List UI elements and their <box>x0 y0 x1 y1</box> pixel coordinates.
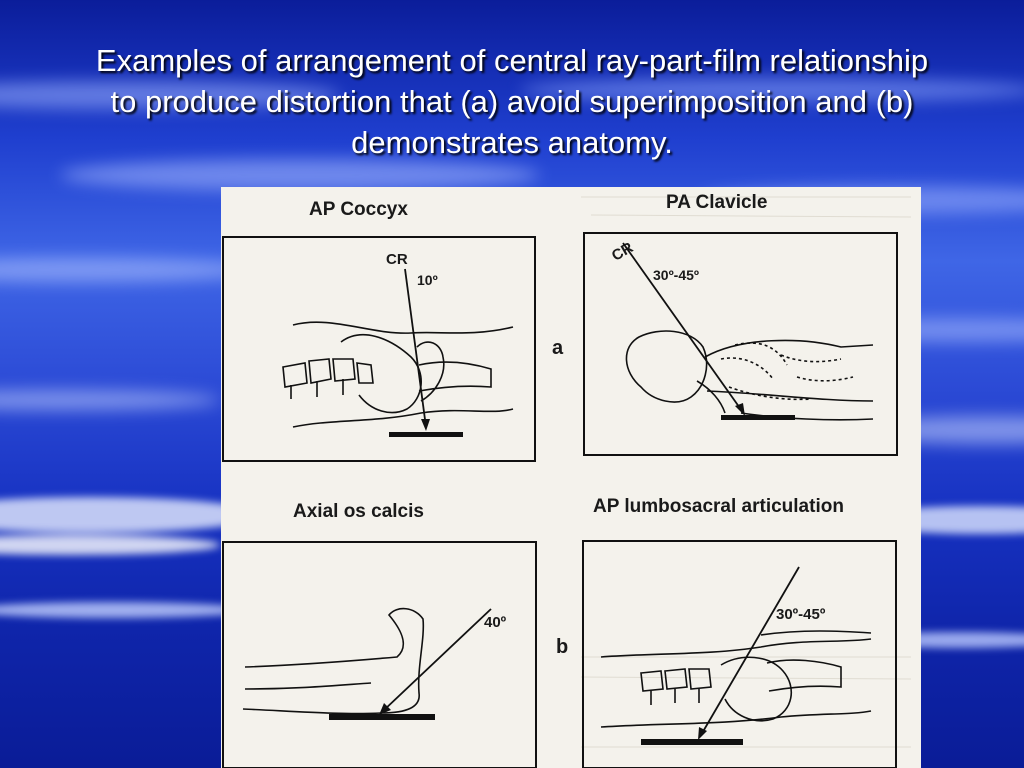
panel-frame <box>223 237 535 461</box>
angle-label: 40º <box>484 614 507 631</box>
panel-axial-os-calcis <box>223 501 536 768</box>
panel-frame <box>223 542 536 768</box>
slide-title <box>30 40 994 163</box>
central-ray-arrowhead <box>735 403 745 416</box>
panel-pa-clavicle <box>584 192 897 455</box>
film-bar <box>329 714 435 720</box>
angle-label: 10º <box>417 272 438 288</box>
panel-title-ap-coccyx: AP Coccyx <box>309 199 408 220</box>
row-b-marker: b <box>556 636 569 658</box>
film-bar <box>641 739 743 745</box>
film-bar <box>721 415 795 420</box>
slide-title-line-3: demonstrates anatomy. <box>351 125 673 160</box>
slide-title-line-2: to produce distortion that (a) avoid superimposition and (b) <box>110 84 914 119</box>
central-ray-label: CR <box>386 251 408 268</box>
central-ray-label: CR <box>608 239 637 265</box>
coccyx-illustration <box>283 322 513 427</box>
clavicle-illustration <box>626 331 873 420</box>
angle-label: 30º-45º <box>653 267 700 283</box>
central-ray-arrowhead <box>698 727 707 740</box>
radiography-positioning-figure <box>221 187 921 768</box>
central-ray-line <box>383 609 491 711</box>
slide-title-line-1: Examples of arrangement of central ray-part-film relationship <box>95 43 929 78</box>
central-ray-line <box>405 269 426 427</box>
film-bar <box>389 432 463 437</box>
angle-label: 30º-45º <box>776 606 826 623</box>
panel-title-axial-os-calcis: Axial os calcis <box>293 501 424 522</box>
panel-title-pa-clavicle: PA Clavicle <box>666 192 768 213</box>
row-a-marker: a <box>552 337 564 359</box>
central-ray-arrowhead <box>421 419 430 431</box>
panel-title-ap-lumbosacral: AP lumbosacral articulation <box>593 496 844 517</box>
panel-frame <box>583 541 896 768</box>
panel-ap-lumbosacral <box>583 496 896 768</box>
panel-ap-coccyx <box>223 199 535 461</box>
